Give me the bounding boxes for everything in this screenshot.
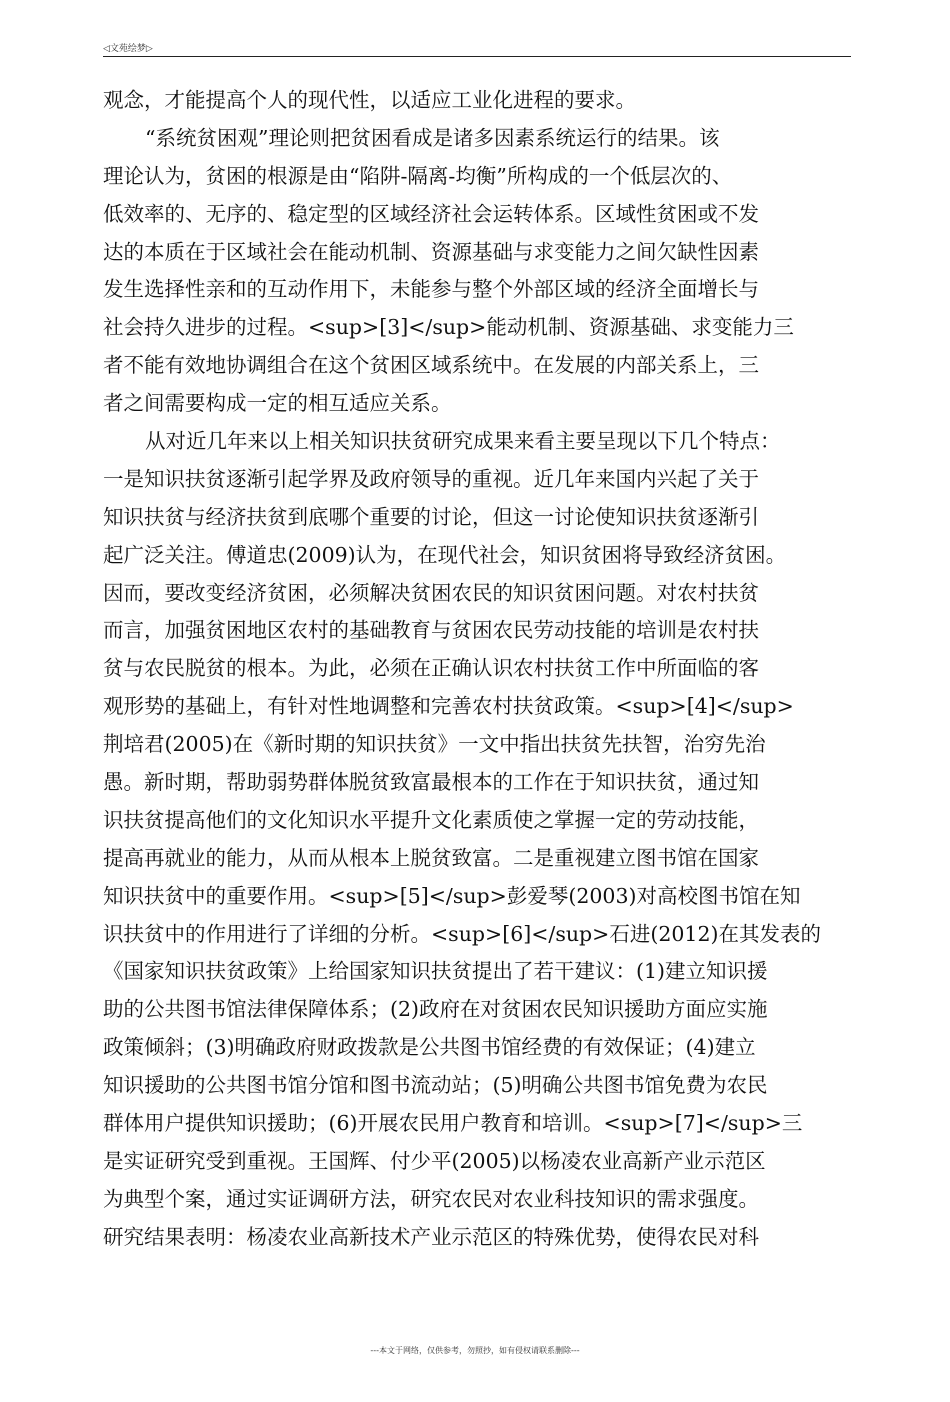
text-line: 政策倾斜；(3)明确政府财政拨款是公共图书馆经费的有效保证；(4)建立 xyxy=(103,1035,756,1060)
text-line: 理论认为，贫困的根源是由“陷阱-隔离-均衡”所构成的一个低层次的、 xyxy=(103,163,733,188)
text-line: 起广泛关注。傅道忠(2009)认为，在现代社会，知识贫困将导致经济贫困。 xyxy=(103,542,787,567)
text-line: 提高再就业的能力，从而从根本上脱贫致富。二是重视建立图书馆在国家 xyxy=(103,845,759,870)
text-line: 群体用户提供知识援助；(6)开展农民用户教育和培训。<sup>[7]</sup>三 xyxy=(103,1111,803,1136)
text-line: 研究结果表明：杨凌农业高新技术产业示范区的特殊优势，使得农民对科 xyxy=(103,1224,759,1249)
text-line: 观念，才能提高个人的现代性，以适应工业化进程的要求。 xyxy=(103,88,636,112)
text-line: “系统贫困观”理论则把贫困看成是诸多因素系统运行的结果。该 xyxy=(145,125,720,150)
text-line: 识扶贫提高他们的文化知识水平提升文化素质使之掌握一定的劳动技能， xyxy=(103,807,759,832)
text-line: 愚。新时期，帮助弱势群体脱贫致富最根本的工作在于知识扶贫，通过知 xyxy=(103,770,759,795)
text-line: 贫与农民脱贫的根本。为此，必须在正确认识农村扶贫工作中所面临的客 xyxy=(103,656,759,681)
text-line: 知识扶贫中的重要作用。<sup>[5]</sup>彭爱琴(2003)对高校图书馆在知 xyxy=(103,883,801,908)
text-line: 助的公共图书馆法律保障体系；(2)政府在对贫困农民知识援助方面应实施 xyxy=(103,997,768,1022)
text-line: 而言，加强贫困地区农村的基础教育与贫困农民劳动技能的培训是农村扶 xyxy=(103,618,759,643)
text-line: 识扶贫中的作用进行了详细的分析。<sup>[6]</sup>石进(2012)在其发表的 xyxy=(103,921,822,946)
header-watermark: ◁文苑绘梦▷ xyxy=(103,44,153,54)
text-line: 因而，要改变经济贫困，必须解决贫困农民的知识贫困问题。对农村扶贫 xyxy=(103,580,759,605)
text-line: 低效率的、无序的、稳定型的区域经济社会运转体系。区域性贫困或不发 xyxy=(103,201,759,226)
text-line: 者不能有效地协调组合在这个贫困区域系统中。在发展的内部关系上，三 xyxy=(103,353,759,378)
text-line: 观形势的基础上，有针对性地调整和完善农村扶贫政策。<sup>[4]</sup> xyxy=(103,694,794,719)
text-line: 知识援助的公共图书馆分馆和图书流动站；(5)明确公共图书馆免费为农民 xyxy=(103,1073,768,1098)
text-line: 荆培君(2005)在《新时期的知识扶贫》一文中指出扶贫先扶智，治穷先治 xyxy=(103,732,766,757)
text-line: 《国家知识扶贫政策》上给国家知识扶贫提出了若干建议：(1)建立知识援 xyxy=(103,959,768,984)
footer-disclaimer: ---本文于网络，仅供参考，勿照抄，如有侵权请联系删除--- xyxy=(370,1346,580,1355)
document-body xyxy=(103,82,851,1257)
text-line: 社会持久进步的过程。<sup>[3]</sup>能动机制、资源基础、求变能力三 xyxy=(103,315,794,340)
text-line: 达的本质在于区域社会在能动机制、资源基础与求变能力之间欠缺性因素 xyxy=(103,239,759,264)
text-line: 者之间需要构成一定的相互适应关系。 xyxy=(103,391,452,416)
text-line: 是实证研究受到重视。王国辉、付少平(2005)以杨凌农业高新产业示范区 xyxy=(103,1148,766,1173)
text-line: 知识扶贫与经济扶贫到底哪个重要的讨论，但这一讨论使知识扶贫逐渐引 xyxy=(103,504,759,529)
text-line: 从对近几年来以上相关知识扶贫研究成果来看主要呈现以下几个特点： xyxy=(145,429,781,454)
text-line: 发生选择性亲和的互动作用下，未能参与整个外部区域的经济全面增长与 xyxy=(103,277,759,302)
text-line: 为典型个案，通过实证调研方法，研究农民对农业科技知识的需求强度。 xyxy=(103,1186,759,1211)
header-divider xyxy=(103,56,851,57)
text-line: 一是知识扶贫逐渐引起学界及政府领导的重视。近几年来国内兴起了关于 xyxy=(103,466,759,491)
